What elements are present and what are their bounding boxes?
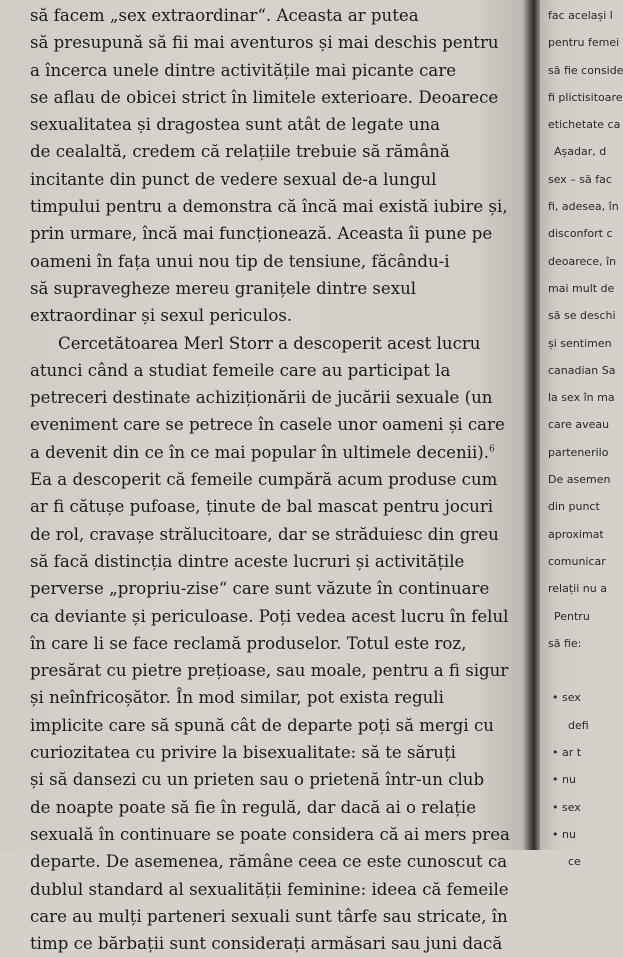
text-line: să presupună să fii mai aventuros și mai deschis pentru	[30, 33, 499, 53]
side-bullet-line: • ar t	[552, 746, 582, 760]
text-line: să facă distincția dintre aceste lucruri și activitățile	[30, 551, 465, 571]
side-text-line: mai mult de	[548, 281, 615, 295]
text-line: sexualitatea și dragostea sunt atât de legate una	[30, 115, 441, 135]
text-line: de noapte poate să fie în regulă, dar dacă ai o relație	[30, 797, 477, 817]
right-page-text-fragments	[548, 2, 623, 876]
text-line: departe. De asemenea, rămâne ceea ce este cunoscut ca	[30, 852, 508, 872]
text-line-with-footnote	[30, 439, 514, 466]
side-text-line: fi plictisitoare	[548, 90, 623, 104]
text-line: incitante din punct de vedere sexual de-a lungul	[30, 169, 437, 189]
text-line: timp ce bărbații sunt considerați armăsari sau juni dacă	[30, 934, 503, 954]
side-bullet-line: • nu	[552, 827, 576, 841]
side-text-line: să fie conside	[548, 63, 623, 77]
text-line: petreceri destinate achiziționării de jucării sexuale (un	[30, 388, 493, 408]
side-bullet-line: • nu	[552, 773, 576, 787]
side-text-line: să se deschi	[548, 309, 616, 323]
side-text-line: canadian Sa	[548, 363, 616, 377]
text-line: atunci când a studiat femeile care au participat la	[30, 360, 451, 380]
side-text-line: disconfort c	[548, 227, 613, 241]
side-text-line: care aveau	[548, 418, 610, 432]
text-line: eveniment care se petrece în casele unor oameni și care	[30, 415, 505, 435]
side-text-line: relații nu a	[548, 582, 607, 596]
side-text-line: fac același l	[548, 9, 613, 22]
text-line: se aflau de obicei strict în limitele exterioare. Deoarece	[30, 87, 499, 107]
side-text-line: sex – să fac	[548, 172, 612, 186]
text-line: de cealaltă, credem că relațiile trebuie să rămână	[30, 142, 450, 162]
text-line: ca deviante și periculoase. Poți vedea acest lucru în felul	[30, 606, 509, 626]
side-text-line: Pentru	[554, 609, 590, 623]
side-text-line: aproximat	[548, 527, 604, 541]
text-line: timpului pentru a demonstra că încă mai există iubire și,	[30, 197, 508, 217]
text-line: ar fi cătușe pufoase, ținute de bal mascat pentru jocuri	[30, 497, 494, 517]
side-text-line: Așadar, d	[554, 145, 607, 159]
text-line: perverse „propriu-zise“ care sunt văzute în continuare	[30, 579, 490, 599]
text-line: presărat cu pietre prețioase, sau moale, pentru a fi sigur	[30, 661, 509, 681]
text-line: implicite care să spună cât de departe poți să mergi cu	[30, 715, 494, 735]
text-line: și să dansezi cu un prieten sau o prietenă într-un club	[30, 770, 485, 790]
text-line: a devenit din ce în ce mai popular în ultimele decenii).	[30, 442, 490, 462]
paragraph-start-line: Cercetătoarea Merl Storr a descoperit acest lucru	[58, 333, 481, 353]
side-text-line: De asemen	[548, 473, 611, 487]
side-text-line: deoarece, în	[548, 254, 617, 268]
side-text-line: din punct	[548, 500, 600, 514]
text-line: prin urmare, încă mai funcționează. Aceasta îi pune pe	[30, 224, 493, 244]
footnote-marker: 6	[489, 444, 495, 455]
text-line: și neînfricoșător. În mod similar, pot exista reguli	[30, 688, 444, 708]
text-line: să supravegheze mereu granițele dintre sexul	[30, 278, 417, 298]
side-text-line: ce	[568, 855, 581, 869]
side-text-line: comunicar	[548, 554, 606, 568]
side-text-line: și sentimen	[548, 336, 612, 350]
side-text-line: la sex în ma	[548, 391, 615, 405]
side-text-line: fi, adesea, în	[548, 200, 619, 214]
text-line: sexuală în continuare se poate considera că ai mers prea	[30, 824, 510, 844]
text-line: de rol, cravașe strălucitoare, dar se străduiesc din greu	[30, 524, 499, 544]
text-line: a încerca unele dintre activitățile mai picante care	[30, 60, 457, 80]
text-line: extraordinar și sexul periculos.	[30, 306, 293, 326]
text-line: Ea a descoperit că femeile cumpără acum produse cum	[30, 470, 498, 490]
text-line: în care li se face reclamă produselor. Totul este roz,	[30, 633, 467, 653]
side-text-line: să fie:	[548, 636, 582, 650]
text-line: dublul standard al sexualității feminine: ideea că femeile	[30, 879, 509, 899]
text-line: care au mulți parteneri sexuali sunt târfe sau stricate, în	[30, 906, 508, 926]
side-text-line: defi	[568, 718, 589, 732]
main-text-column	[30, 2, 514, 957]
side-bullet-line: • sex	[552, 800, 581, 814]
side-text-line: etichetate ca	[548, 118, 621, 132]
text-line: curiozitatea cu privire la bisexualitate: să te săruți	[30, 743, 456, 763]
text-line: oameni în fața unui nou tip de tensiune, făcându-i	[30, 251, 450, 271]
side-text-line	[548, 657, 608, 684]
side-text-line: partenerilo	[548, 445, 609, 459]
side-bullet-line: • sex	[552, 691, 581, 705]
side-text-line: pentru femei	[548, 36, 620, 50]
text-line: să facem „sex extraordinar“. Aceasta ar putea	[30, 6, 419, 25]
